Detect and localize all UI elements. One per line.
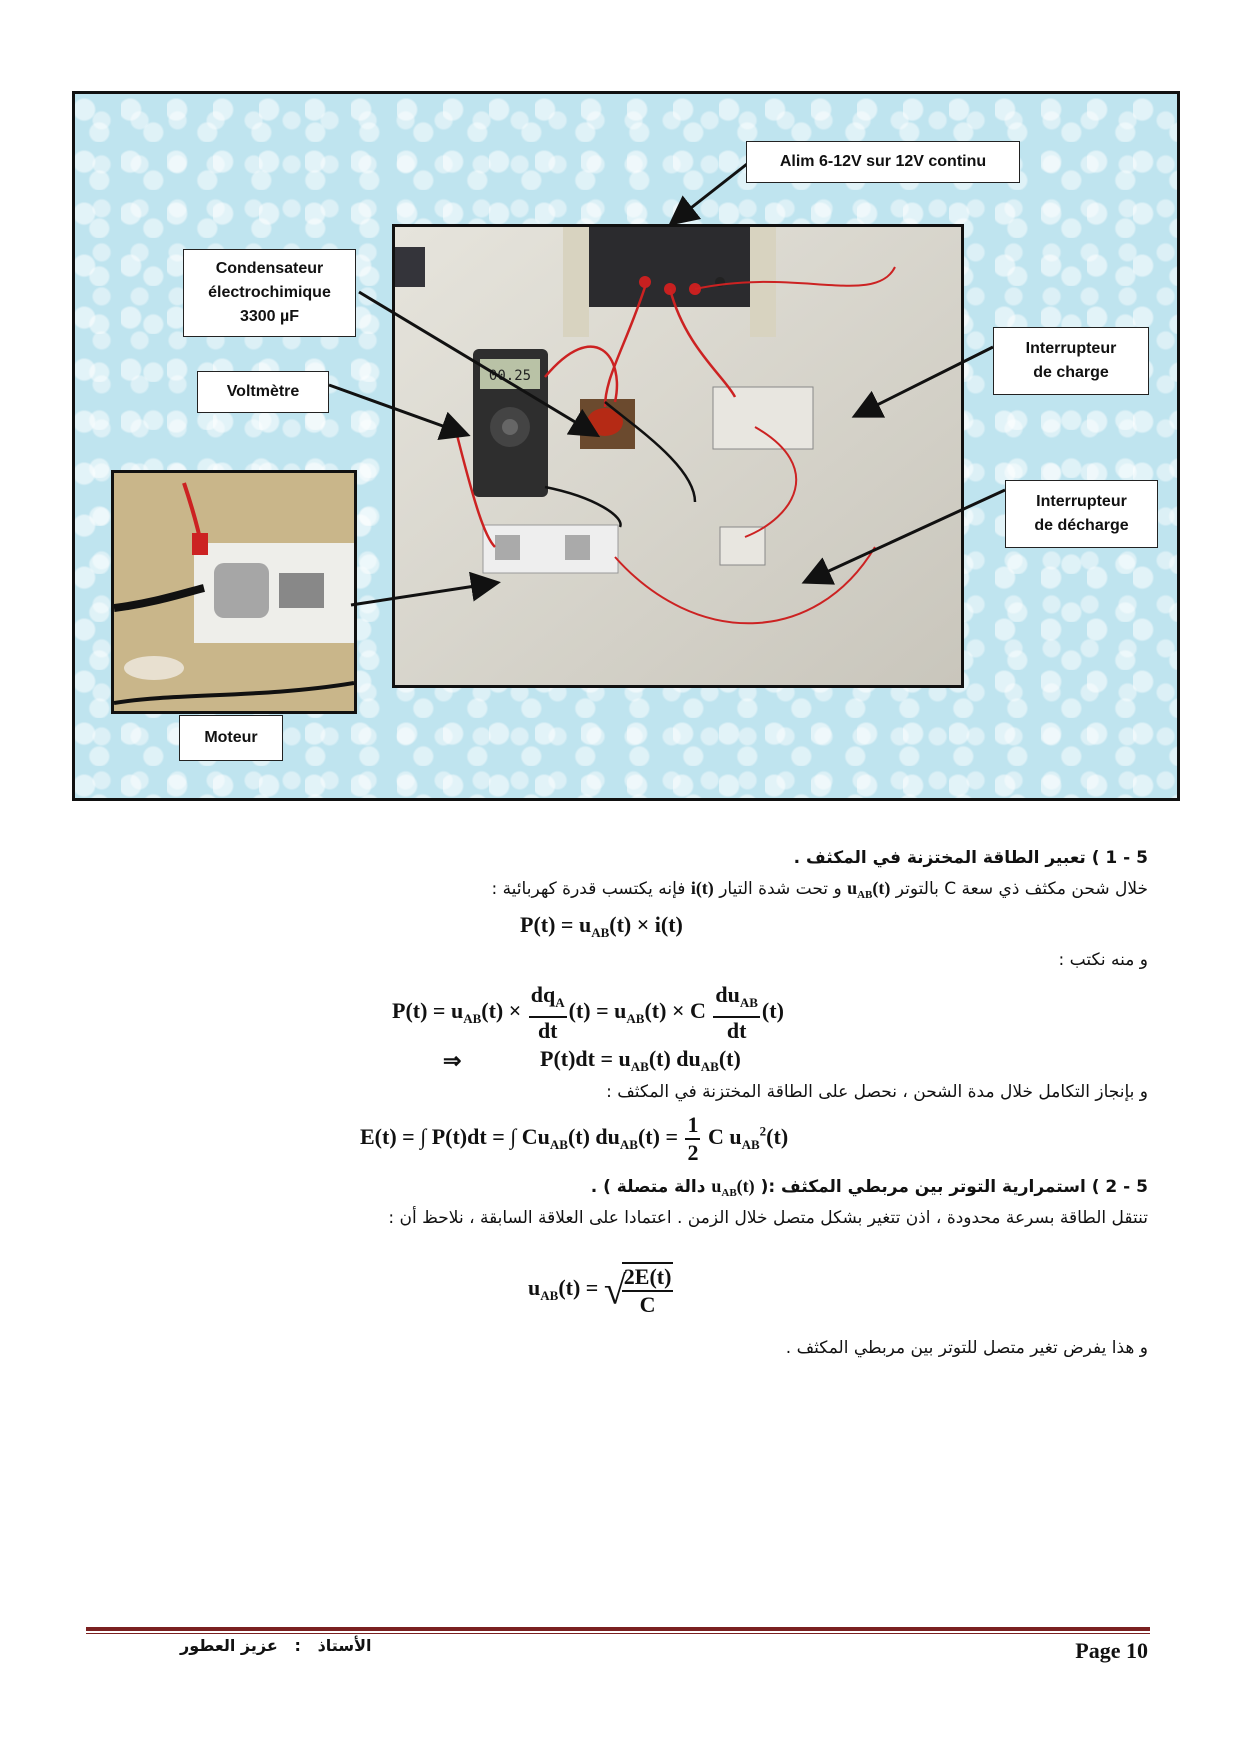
label-condensateur-line3: 3300 µF — [239, 308, 300, 325]
footer-rule — [86, 1627, 1150, 1631]
label-condensateur-line2: électrochimique — [208, 284, 331, 301]
intro-part-a: خلال شحن مكثف ذي سعة C بالتوتر — [895, 879, 1148, 899]
arrow-condensateur — [359, 292, 595, 434]
fraction-2e-c: $\frac{2E(t)}{C}$ — [623, 1264, 672, 1317]
arrow-voltmetre — [329, 385, 465, 434]
equation-power: $P(t) = u_{AB}(t) \times i(t)$ — [520, 912, 683, 940]
section2-heading-voltage: $u_{AB}(t)$ — [711, 1176, 755, 1199]
label-alim — [746, 141, 1020, 183]
section1-intro — [491, 878, 1148, 901]
label-condensateur — [183, 249, 356, 337]
label-alim-text: Alim 6-12V sur 12V continu — [779, 153, 987, 170]
sqrt-symbol: √ — [603, 1267, 626, 1313]
equation-energy: E(t) = ∫ P(t)dt = ∫ $Cu_{AB}(t) du_{AB}(t)$ = $\frac{1}{2}$ C $u_{AB}^2(t)$ — [360, 1112, 789, 1165]
write-label: و منه نكتب : — [1058, 950, 1148, 970]
section1-heading: 5 - 1 ) تعبير الطاقة المختزنة في المكثف . — [793, 848, 1148, 868]
intro-part-c: فإنه يكتسب قدرة كهربائية : — [491, 879, 686, 899]
fraction-duab-dt: $\frac{du_{AB}}{dt}$ — [715, 982, 758, 1043]
fraction-dqa-dt: $\frac{dq_A}{dt}$ — [530, 982, 565, 1043]
footer-rule-thin — [86, 1633, 1150, 1634]
fraction-one-half: $\frac{1}{2}$ — [687, 1112, 699, 1165]
intro-part-b: و تحت شدة التيار — [719, 879, 842, 899]
implies-symbol: ⇒ — [443, 1048, 462, 1073]
label-voltmetre — [197, 371, 329, 413]
label-condensateur-line1: Condensateur — [215, 260, 324, 277]
intro-voltage: $u_{AB}(t)$ — [847, 878, 891, 901]
label-charge-line2: de charge — [1033, 364, 1109, 381]
integration-text: و بإنجاز التكامل خلال مدة الشحن ، نحصل على الطاقة المختزنة في المكثف : — [606, 1082, 1148, 1102]
meter-reading: 00.25 — [488, 368, 532, 384]
footer-page: Page 10 — [1075, 1638, 1148, 1663]
label-charge-line1: Interrupteur — [1025, 340, 1117, 357]
label-interrupteur-decharge — [1005, 480, 1158, 548]
label-voltmetre-text: Voltmètre — [226, 383, 300, 400]
equation-power-derivative: $P(t) = u_{AB}(t)$ × $\frac{dq_A}{dt}$ $(t) = u_{AB}(t) \times C$ $\frac{du_{AB}}{dt}$ (t) — [392, 982, 784, 1043]
arrow-moteur — [351, 583, 495, 605]
section2-heading — [591, 1176, 1148, 1199]
annotation-arrows — [75, 94, 1177, 798]
experiment-figure — [72, 91, 1180, 801]
intro-current: i(t) — [690, 878, 714, 898]
footer-teacher: الأستاذ : عزيز العطور — [180, 1636, 372, 1655]
section2-heading-a: 5 - 2 ) استمرارية التوتر بين مربطي المكثف :( — [760, 1177, 1148, 1197]
equation-voltage-root: $u_{AB}(t)$ = √ $\frac{2E(t)}{C}$ — [528, 1264, 672, 1317]
arrow-charge — [857, 347, 993, 415]
conclusion-text: و هذا يفرض تغير متصل للتوتر بين مربطي المكثف . — [785, 1338, 1148, 1358]
label-moteur — [179, 715, 283, 761]
label-interrupteur-charge — [993, 327, 1149, 395]
section2-text: تنتقل الطاقة بسرعة محدودة ، اذن تتغير بشكل متصل خلال الزمن . اعتمادا على العلاقة السابقة ، نلاحظ أن : — [388, 1208, 1148, 1228]
label-decharge-line1: Interrupteur — [1036, 493, 1127, 510]
section2-heading-b: دالة متصلة ) . — [590, 1177, 706, 1197]
arrow-decharge — [807, 490, 1005, 581]
arrow-alim — [673, 164, 747, 222]
label-decharge-line2: de décharge — [1034, 517, 1129, 534]
label-moteur-text: Moteur — [204, 729, 258, 746]
equation-pdt: $P(t)dt = u_{AB}(t)$ $du_{AB}(t)$ — [540, 1046, 741, 1074]
